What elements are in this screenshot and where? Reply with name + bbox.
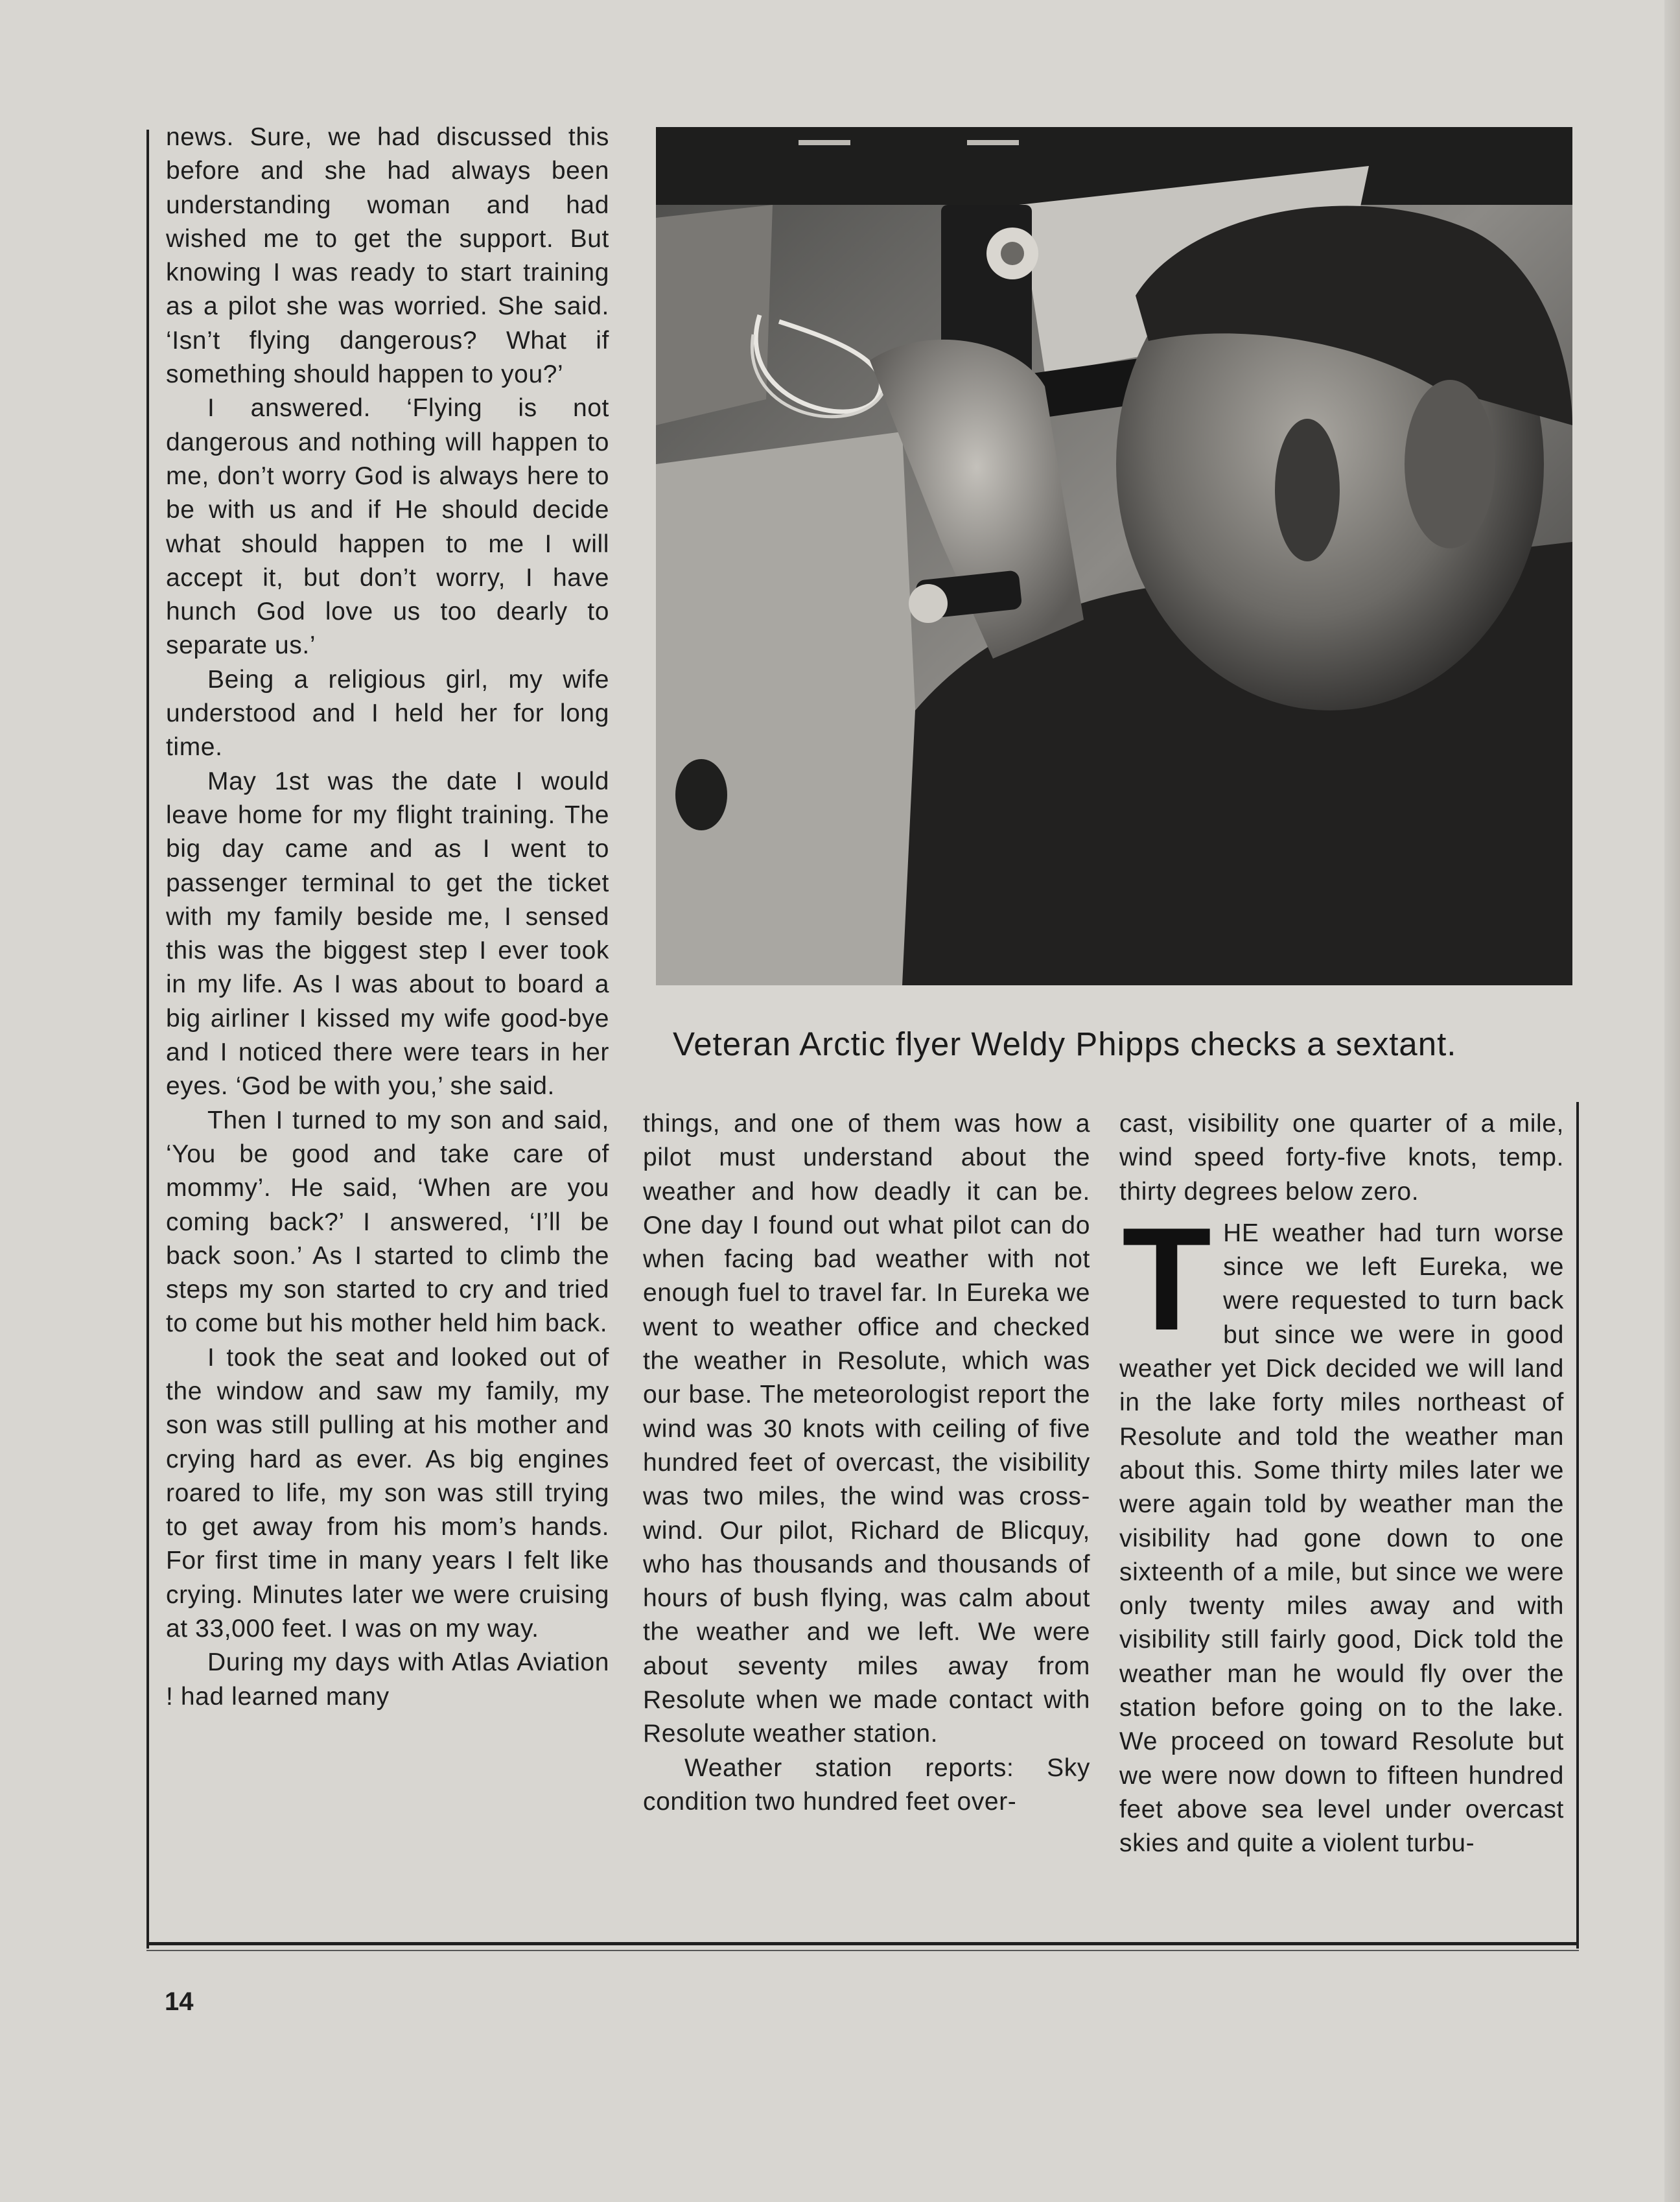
paragraph: I answered. ‘Flying is not dangerous and nothing will happen to me, don’t worry God is always here to be with us and if He should decide what should happen to me I will accept it, but don’t worry, I have hunch God love us too dearly to separate us.’ — [166, 394, 609, 660]
article-column-3 — [1119, 1107, 1564, 1861]
paragraph: news. Sure, we had discussed this before and she had always been understanding woman and had wished me to get the support. But knowing I was ready to start training as a pilot she was worried. She said. ‘Isn’t flying dangerous? What if something should happen to you?’ — [166, 123, 609, 389]
paragraph: Then I turned to my son and said, ‘You be good and take care of mommy’. He said, ‘When are you coming back?’ I answered, ‘I’ll be back soon.’ As I started to climb the steps my son started to cry and tried to come but his mother held him back. — [166, 1106, 609, 1338]
paragraph: Being a religious girl, my wife understood and I held her for long time. — [166, 665, 609, 762]
article-column-2 — [643, 1107, 1090, 1819]
article-column-1 — [166, 121, 609, 1714]
left-column-rule — [146, 130, 149, 1949]
drop-cap-letter: T — [1122, 1196, 1212, 1361]
paragraph: May 1st was the date I would leave home for my flight training. The big day came and as I went to passenger terminal to get the ticket with my family beside me, I sensed this was the biggest step I ever took in my life. As I was about to board a big airliner I kissed my wife good-bye and I noticed there were tears in her eyes. ‘God be with you,’ she said. — [166, 767, 609, 1101]
page-edge-shadow — [1664, 0, 1680, 2202]
paragraph: During my days with Atlas Aviation ! had learned many — [166, 1648, 609, 1711]
paragraph: I took the seat and looked out of the window and saw my family, my son was still pulling at his mother and crying hard as ever. As big engines roared to life, my son was still trying to get away from his mom’s hands. For first time in many years I felt like crying. Minutes later we were cruising at 33,000 feet. I was on my way. — [166, 1343, 609, 1643]
paragraph: cast, visibility one quarter of a mile, wind speed forty-five knots, temp. thirty degrees below zero. — [1119, 1110, 1564, 1206]
page-number: 14 — [165, 1987, 194, 2016]
bottom-rule — [146, 1942, 1579, 1945]
sextant-photo — [656, 127, 1572, 985]
right-column-rule — [1576, 1102, 1579, 1949]
paragraph-text: HE weather had turn worse since we left Eureka, we were requested to turn back but since we were in good weather yet Dick decided we will land in the lake forty miles northeast of Resolute and told the weather man about this. Some thirty miles later we were again told by weather man the visibility had gone down to one sixteenth of a mile, but since we were only twenty miles away and with visibility still fairly good, Dick told the weather man he would fly over the station before going on to the lake. We proceed on toward Resolute but we were now down to fifteen hundred feet above sea level under overcast skies and quite a violent turbu- — [1119, 1219, 1564, 1858]
bottom-rule-thin — [146, 1950, 1579, 1951]
paragraph-with-dropcap — [1119, 1196, 1564, 1861]
paragraph: Weather station reports: Sky condition two hundred feet over- — [643, 1753, 1090, 1816]
paragraph: things, and one of them was how a pilot must understand about the weather and how deadly it can be. One day I found out what pilot can do when facing bad weather with not enough fuel to travel far. In Eureka we went to weather office and checked the weather in Resolute, which was our base. The meteorologist report the wind was 30 knots with ceiling of five hundred feet of overcast, the visibility was two miles, the wind was cross-wind. Our pilot, Richard de Blicquy, who has thousands and thousands of hours of bush flying, was calm about the weather and we left. We were about seventy miles away from Resolute when we made contact with Resolute weather station. — [643, 1110, 1090, 1748]
photo-caption: Veteran Arctic flyer Weldy Phipps checks a sextant. — [673, 1025, 1457, 1062]
